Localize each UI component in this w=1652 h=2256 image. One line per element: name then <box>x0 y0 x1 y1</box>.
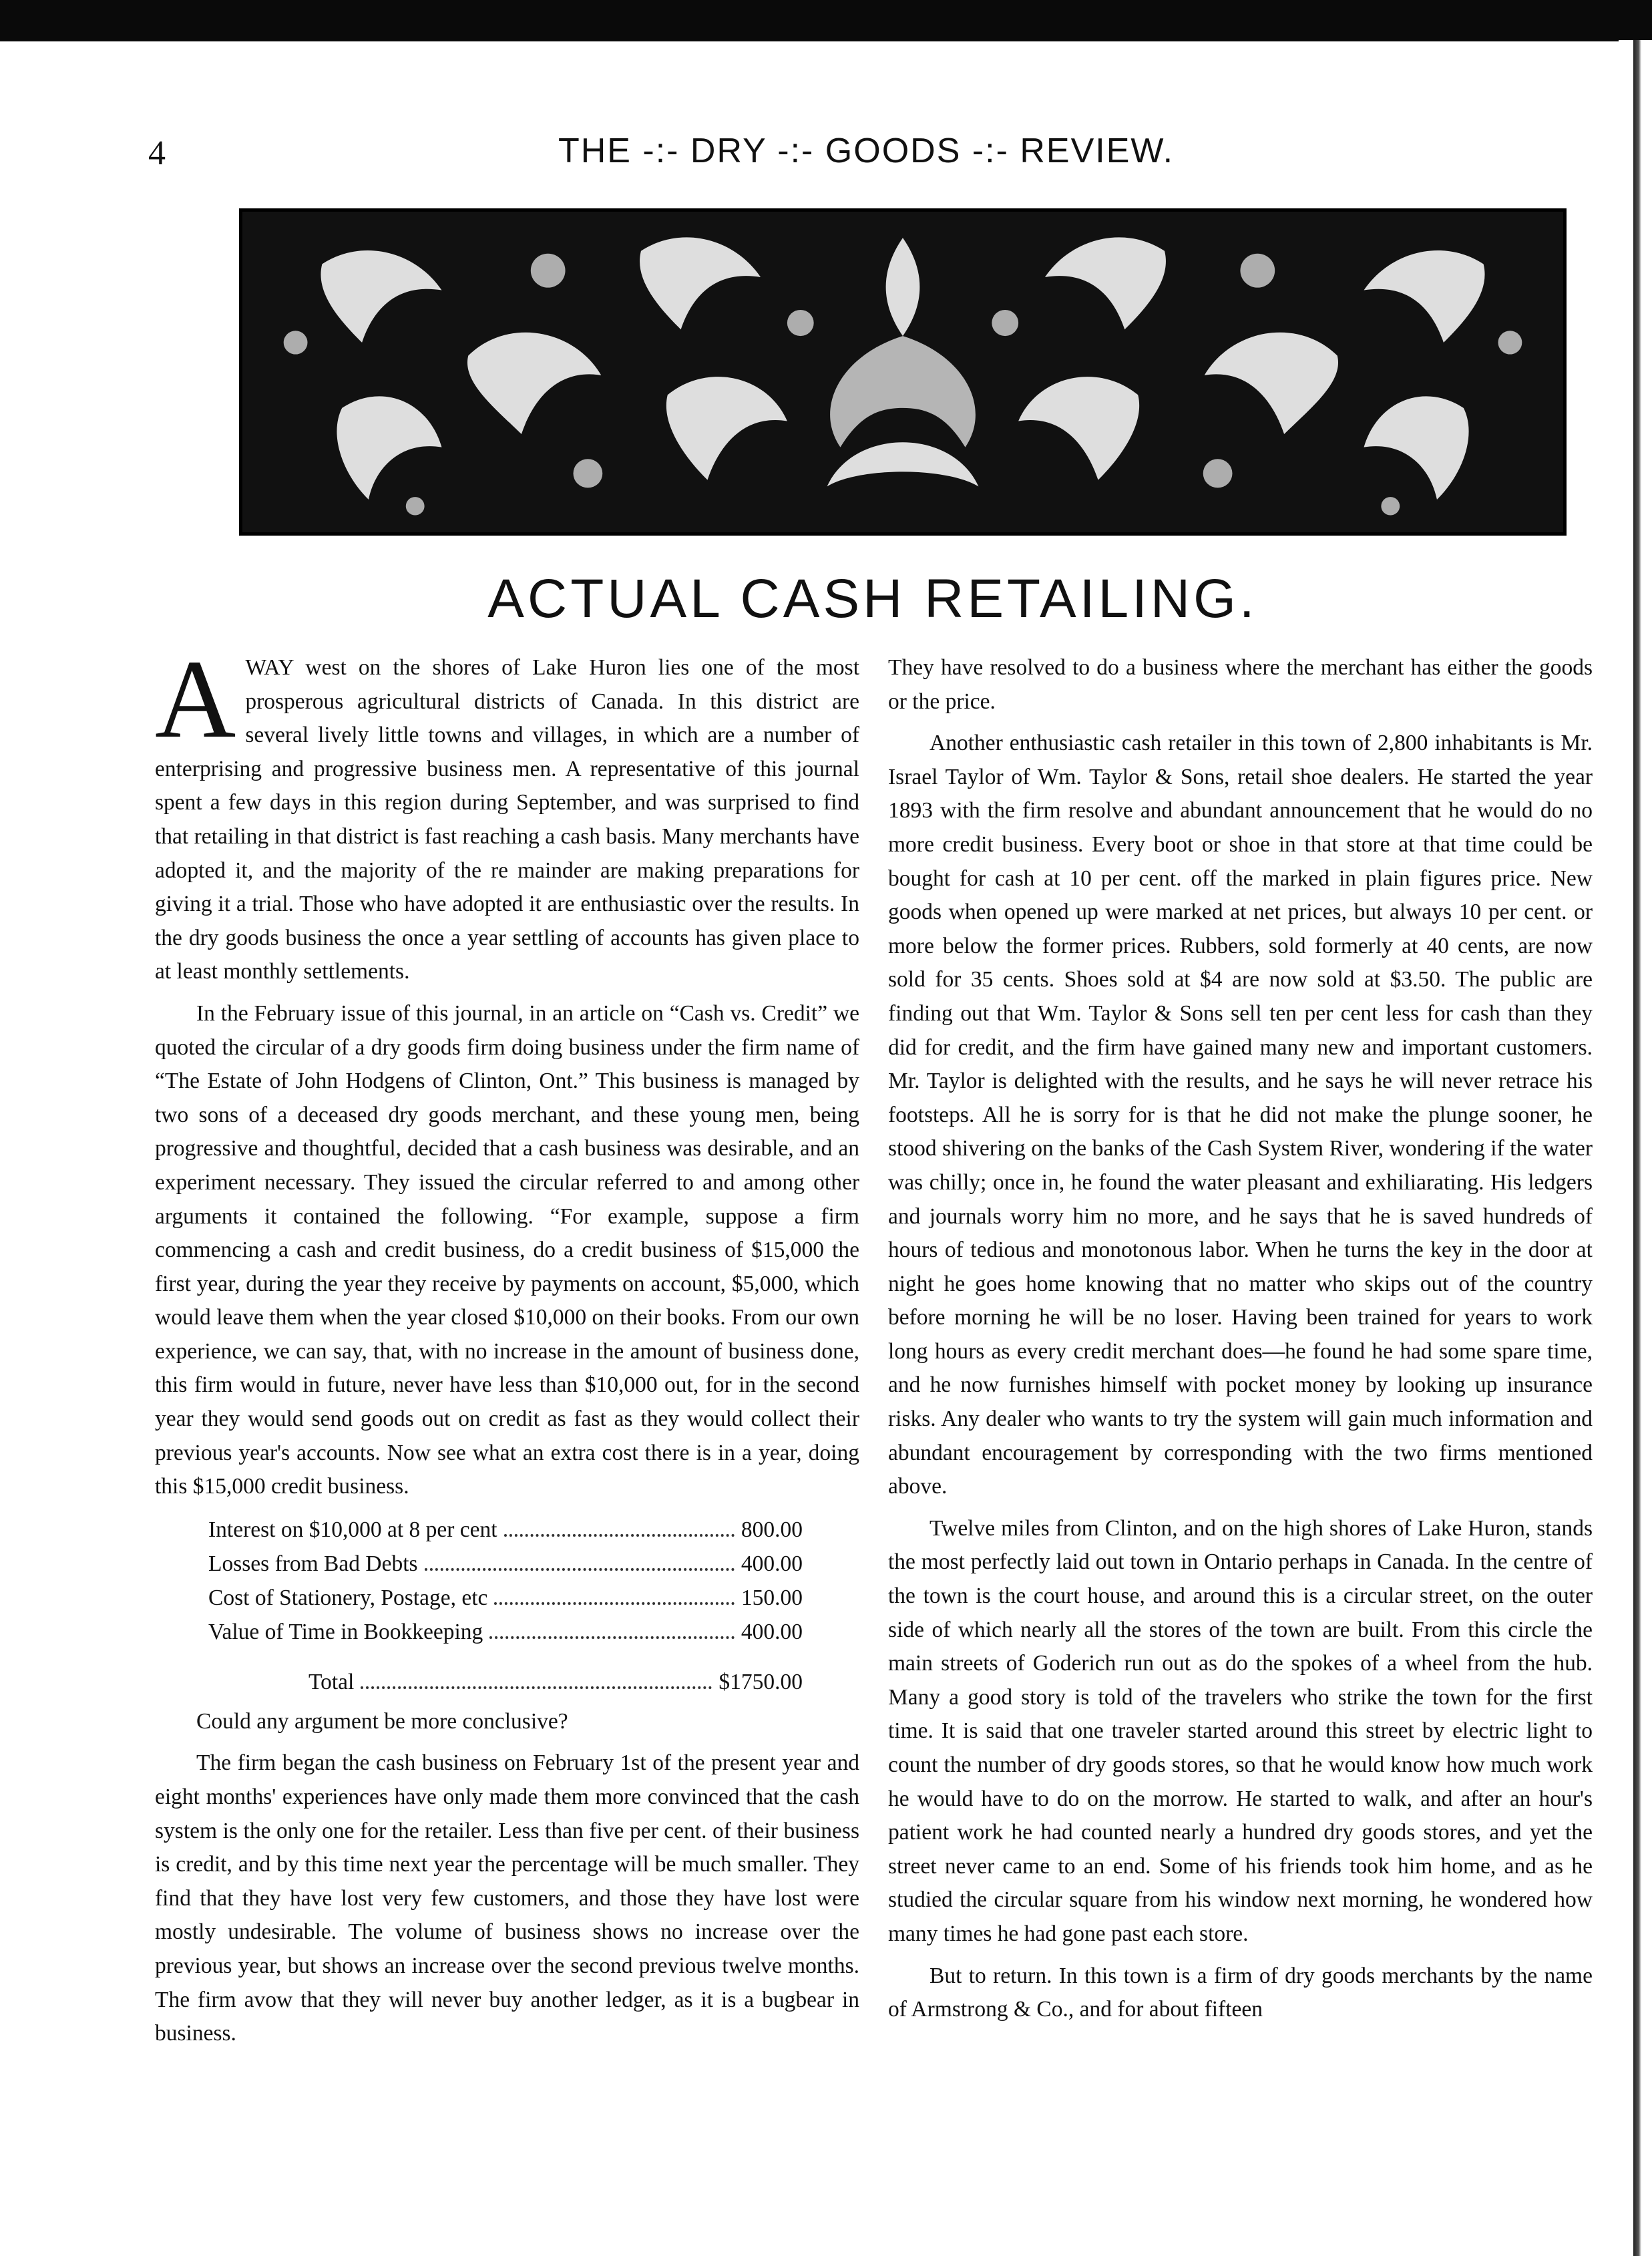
question-line: Could any argument be more conclusive? <box>196 1708 568 1734</box>
paragraph: Twelve miles from Clinton, and on the high shores of Lake Huron, stands the most perfectly laid out town in Ontario perhaps in Canada. In the centre of the town is the court house, and around this is a circular street, on the outer side of which nearly all the stores of the town are built. From this circle the main streets of Goderich run out as do the spokes of a wheel from the hub. Many a good story is told of the travelers who strike the town for the first time. It is said that one traveler started around this street by electric light to count the number of dry goods stores, so that he would know how much work he would have to do on the morrow. He started to walk, and after an hour's patient work he had counted nearly a hundred dry goods stores, and yet the street never came to an end. Some of his friends took him home, and as he studied the circular square from his window next morning, he wondered how many times he had gone past each store. <box>888 1515 1593 1946</box>
left-column <box>155 637 859 2059</box>
ledger-amount: 400.00 <box>741 1551 803 1576</box>
ledger-amount: 150.00 <box>741 1585 803 1610</box>
right-column <box>888 651 1593 2035</box>
page-number: 4 <box>148 134 166 172</box>
ledger-label: Losses from Bad Debts <box>208 1551 418 1576</box>
leader-dots <box>494 1602 735 1605</box>
ledger-label: Interest on $10,000 at 8 per cent <box>208 1517 497 1542</box>
leader-dots <box>425 1568 735 1571</box>
paragraph: In the February issue of this journal, in an article on “Cash vs. Credit” we quoted the circular of a dry goods firm doing business under the firm name of “The Estate of John Hodgens of Clinton, Ont.” This business is managed by two sons of a deceased dry goods merchant, and these young men, being progressive and thoughtful, decided that a cash business was desirable, and an experiment necessary. They issued the circular referred to and among other arguments it contained the following. “For example, suppose a firm commencing a cash and credit business, do a credit business of $15,000 the first year, during the year they receive by payments on account, $5,000, which would leave them when the year closed $10,000 on their books. From our own experience, we can say, that, with no increase in the amount of business done, this firm would in future, never have less than $10,000 out, for in the second year they would send goods out on credit as fast as they would collect their previous year's accounts. Now see what an extra cost there is in a year, doing this $15,000 credit business. <box>155 1000 859 1499</box>
ledger-amount: 800.00 <box>741 1517 803 1542</box>
paragraph: Another enthusiastic cash retailer in this town of 2,800 inhabitants is Mr. Israel Taylor of Wm. Taylor & Sons, retail shoe dealers. He started the year 1893 with the firm resolve and abundant announcement that he would do no more credit business. Every boot or shoe in that store at that time could be bought for cash at 10 per cent. off the marked in plain figures price. New goods when opened up were marked at net prices, but always 10 per cent. or more below the former prices. Rubbers, sold formerly at 40 cents, are now sold for 35 cents. Shoes sold at $4 are now sold at $3.50. The public are finding out that Wm. Taylor & Sons sell ten per cent less for cash than they did for credit, and the firm have gained many new and important customers. Mr. Taylor is delighted with the results, and he says he will never retrace his footsteps. All he is sorry for is that he did not make the plunge sooner, he stood shivering on the banks of the Cash System River, wondering if the water was chilly; once in, he found the water pleasant and exhiliarating. His ledgers and journals worry him no more, and he says that he is saved hundreds of hours of tedious and monotonous labor. When he turns the key in the door at night he goes home knowing that no matter who skips out of the country before morning he will be no loser. Having been trained for years to work long hours as every credit merchant does—he found he had some spare time, and he now furnishes himself with pocket money by looking up insurance risks. Any dealer who wants to try the system will gain much information and abundant encouragement by corresponding with the two firms mentioned above. <box>888 731 1593 1499</box>
leader-dots <box>489 1636 735 1639</box>
ledger-row <box>208 1581 803 1616</box>
ledger-total-row <box>208 1666 803 1700</box>
paragraph-text: WAY west on the shores of Lake Huron lies one of the most prosperous agricultural districts of Canada. In this district are several lively little towns and villages, in which are a number of enterprising and progressive business men. A representative of this journal spent a few days in this region during September, and was surprised to find that retailing in that district is fast reaching a cash basis. Many merchants have adopted it, and the majority of the re mainder are making preparations for giving it a trial. Those who have adopted it are enthusiastic over the results. In the dry goods business the once a year settling of accounts has given place to at least monthly settlements. <box>155 655 859 984</box>
paragraph: The firm began the cash business on February 1st of the present year and eight months' experiences have only made them more convinced that the cash system is the only one for the retailer. Less than five per cent. of their business is credit, and by this time next year the percentage will be much smaller. They find that they have lost very few customers, and those they have lost were mostly undesirable. The volume of business shows no increase over the previous year, but shows an increase over the second previous twelve months. The firm avow that they will never buy another ledger, as it is a bugbear in business. <box>155 1750 859 2046</box>
paragraph: But to return. In this town is a firm of dry goods merchants by the name of Armstrong & Co., and for about fifteen <box>888 1963 1593 2022</box>
ledger-label: Cost of Stationery, Postage, etc <box>208 1585 488 1610</box>
drop-cap: A <box>155 637 236 761</box>
article-title: ACTUAL CASH RETAILING. <box>487 568 1258 629</box>
ledger-row <box>208 1513 803 1547</box>
scan-top-edge <box>0 0 1652 41</box>
running-title: THE -:- DRY -:- GOODS -:- REVIEW. <box>558 132 1175 170</box>
ledger-label: Value of Time in Bookkeeping <box>208 1619 483 1644</box>
ledger-row <box>208 1547 803 1581</box>
expense-ledger <box>208 1513 803 1700</box>
foliage-ornament-banner <box>239 208 1567 536</box>
total-label: Total <box>308 1669 355 1694</box>
total-amount: $1750.00 <box>718 1669 803 1694</box>
foliage-ornament-icon <box>242 212 1563 532</box>
scan-right-edge <box>1619 40 1652 2256</box>
paragraph: They have resolved to do a business where the merchant has either the goods or the price. <box>888 655 1593 714</box>
ledger-row <box>208 1616 803 1650</box>
leader-dots <box>361 1686 712 1689</box>
leader-dots <box>504 1534 735 1537</box>
paragraph <box>155 637 859 989</box>
ledger-amount: 400.00 <box>741 1619 803 1644</box>
